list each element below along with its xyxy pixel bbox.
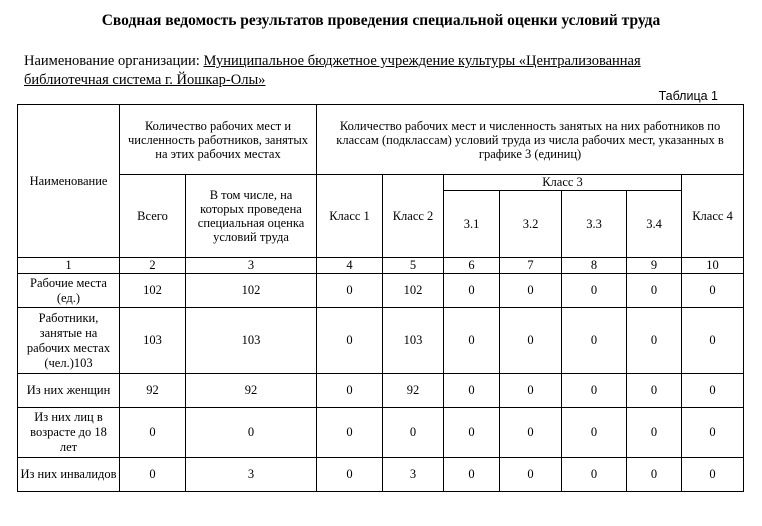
row-name: Из них женщин (18, 374, 120, 408)
table-cell: 0 (562, 308, 627, 374)
header-sub-3-4: 3.4 (627, 191, 682, 258)
header-class1: Класс 1 (317, 175, 383, 258)
header-sub-3-3: 3.3 (562, 191, 627, 258)
header-name: Наименование (18, 105, 120, 258)
header-total: Всего (120, 175, 186, 258)
table-cell: 92 (186, 374, 317, 408)
table-cell: 3 (186, 458, 317, 492)
table-cell: 0 (627, 458, 682, 492)
table-cell: 92 (383, 374, 444, 408)
column-number: 10 (682, 258, 744, 274)
summary-table (17, 104, 744, 492)
row-name: Рабочие места (ед.) (18, 274, 120, 308)
table-row (18, 458, 744, 492)
table-cell: 0 (627, 374, 682, 408)
document-title: Сводная ведомость результатов проведения специальной оценки условий труда (101, 12, 661, 29)
table-cell: 0 (444, 458, 500, 492)
table-cell: 0 (500, 458, 562, 492)
table-cell: 0 (317, 374, 383, 408)
header-class3: Класс 3 (444, 175, 682, 191)
table-cell: 0 (682, 408, 744, 458)
table-cell: 0 (627, 308, 682, 374)
table-cell: 0 (562, 374, 627, 408)
table-cell: 3 (383, 458, 444, 492)
table-cell: 102 (120, 274, 186, 308)
column-number: 7 (500, 258, 562, 274)
table-cell: 0 (444, 374, 500, 408)
table-cell: 0 (317, 274, 383, 308)
header-class2: Класс 2 (383, 175, 444, 258)
header-sub-3-2: 3.2 (500, 191, 562, 258)
table-cell: 0 (562, 274, 627, 308)
table-cell: 0 (317, 458, 383, 492)
organization-line (24, 52, 724, 90)
organization-name-line1: Муниципальное бюджетное учреждение культуры «Централизованная (203, 53, 641, 69)
header-class4: Класс 4 (682, 175, 744, 258)
table-cell: 0 (383, 408, 444, 458)
table-cell: 0 (500, 308, 562, 374)
row-name: Работники, занятые на рабочих местах (чел.)103 (18, 308, 120, 374)
table-cell: 0 (562, 458, 627, 492)
table-cell: 0 (682, 308, 744, 374)
header-sub-3-1: 3.1 (444, 191, 500, 258)
table-row (18, 374, 744, 408)
table-cell: 0 (562, 408, 627, 458)
table-cell: 0 (627, 274, 682, 308)
table-cell: 103 (120, 308, 186, 374)
table-cell: 0 (444, 274, 500, 308)
table-cell: 0 (627, 408, 682, 458)
column-number: 2 (120, 258, 186, 274)
table-cell: 92 (120, 374, 186, 408)
header-workplaces-group: Количество рабочих мест и численность работников, занятых на этих рабочих местах (120, 105, 317, 175)
table-cell: 102 (383, 274, 444, 308)
header-assessed: В том числе, на которых проведена специальная оценка условий труда (186, 175, 317, 258)
table-cell: 0 (500, 274, 562, 308)
table-cell: 0 (120, 458, 186, 492)
column-numbers-row (18, 258, 744, 274)
column-number: 9 (627, 258, 682, 274)
organization-name-line2: библиотечная система г. Йошкар-Олы» (24, 72, 266, 88)
row-name: Из них лиц в возрасте до 18 лет (18, 408, 120, 458)
column-number: 1 (18, 258, 120, 274)
table-cell: 0 (317, 408, 383, 458)
table-number-label: Таблица 1 (658, 89, 718, 103)
table-cell: 0 (444, 308, 500, 374)
table-cell: 0 (317, 308, 383, 374)
table-cell: 0 (500, 408, 562, 458)
table-cell: 0 (444, 408, 500, 458)
table-row (18, 274, 744, 308)
table-cell: 102 (186, 274, 317, 308)
table-row (18, 408, 744, 458)
table-cell: 0 (682, 374, 744, 408)
column-number: 3 (186, 258, 317, 274)
row-name: Из них инвалидов (18, 458, 120, 492)
organization-label: Наименование организации: (24, 53, 200, 69)
column-number: 5 (383, 258, 444, 274)
table-row (18, 308, 744, 374)
table-cell: 0 (500, 374, 562, 408)
table-cell: 0 (120, 408, 186, 458)
column-number: 6 (444, 258, 500, 274)
table-cell: 0 (186, 408, 317, 458)
table-cell: 103 (383, 308, 444, 374)
column-number: 4 (317, 258, 383, 274)
header-classes-group: Количество рабочих мест и численность занятых на них работников по классам (подклассам) условий труда из числа рабочих мест, указанных в графике 3 (единиц) (317, 105, 744, 175)
table-cell: 0 (682, 274, 744, 308)
table-cell: 103 (186, 308, 317, 374)
column-number: 8 (562, 258, 627, 274)
table-cell: 0 (682, 458, 744, 492)
